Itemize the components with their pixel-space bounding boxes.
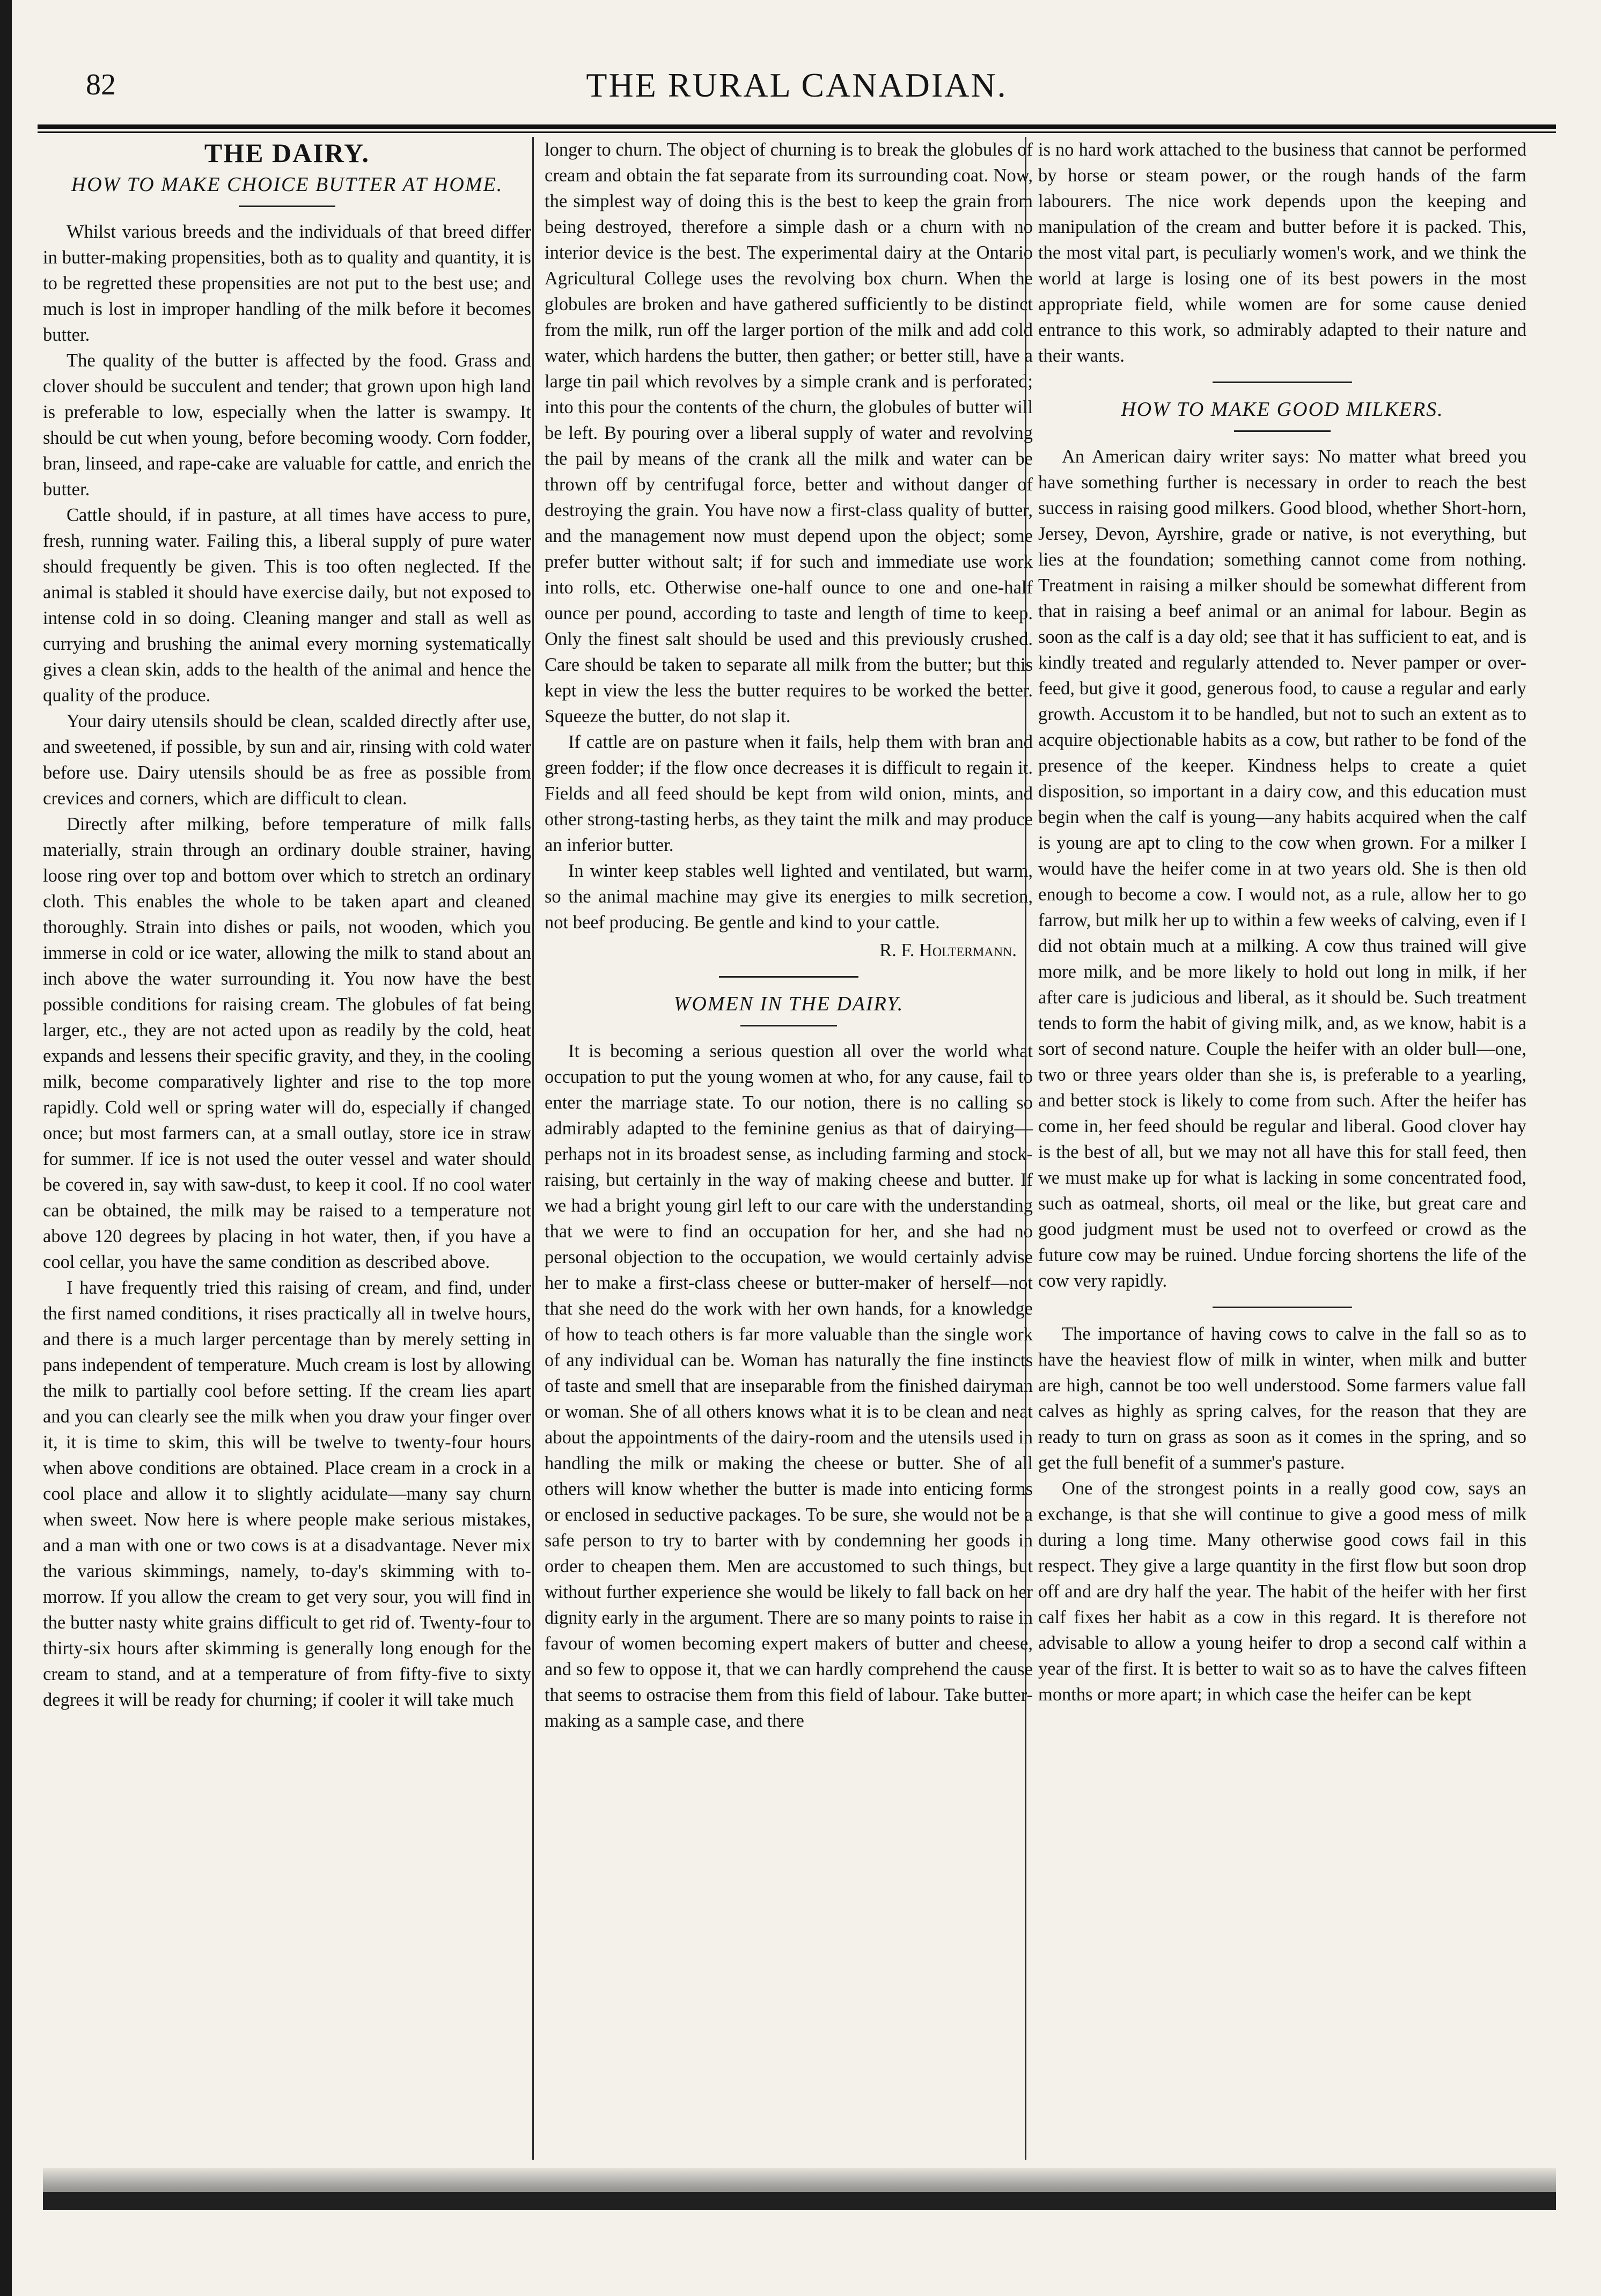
scan-bottom-edge xyxy=(43,2192,1556,2210)
page-binding-edge xyxy=(0,0,12,2296)
header-rule-thin xyxy=(38,131,1556,133)
article-separator xyxy=(1213,1307,1352,1308)
column-2 xyxy=(545,137,1033,1734)
column-3 xyxy=(1038,137,1526,1707)
paragraph: It is becoming a serious question all over the world what occupation to put the young women at who, for any cause, fail to enter the marriage state. To our notion, there is no calling so admirably adapted to the feminine genius as that of dairying—perhaps not in its broadest sense, as including farming and stock-raising, but certainly in the way of making cheese and butter. If we had a bright young girl left to our care with the understanding that we were to find an occupation for her, and she had no personal objection to the occupation, we would certainly advise her to make a first-class cheese or butter-maker of herself—not that she need do the work with her own hands, for a knowledge of how to teach others is far more valuable than the single work of any individual can be. Woman has naturally the fine instincts of taste and smell that are inseparable from the finished dairyman or woman. She of all others knows what it is to be clean and neat about the appointments of the dairy-room and the utensils used in handling the milk or making the cheese or butter. She of all others will know whether the butter is made into enticing forms or enclosed in seductive packages. To be sure, she would not be a safe person to try to barter with by condemning her goods in order to cheapen them. Men are accustomed to such things, but without further experience she would be likely to fall back on her dignity early in the argument. There are so many points to raise in favour of women becoming expert makers of butter and cheese, and so few to oppose it, that we can hardly comprehend the cause that seems to ostracise them from this field of labour. Take butter-making as a sample case, and there xyxy=(545,1041,1033,1731)
author-signature: R. F. Holtermann. xyxy=(879,940,1017,960)
paragraph: is no hard work attached to the business that cannot be performed by horse or steam power, or the rough hands of the farm labourers. The nice work depends upon the keeping and manipulation of the cream and butter before it is packed. This, the most vital part, is peculiarly women's work, and we think the world at large is losing one of its best powers in the most appropriate field, while women are for some cause denied entrance to this work, so admirably adapted to their nature and their wants. xyxy=(1038,140,1526,366)
paragraph: One of the strongest points in a really good cow, says an exchange, is that she will continue to give a good mess of milk during a long time. Many otherwise good cows fail in this respect. They give a large quantity in the first flow but soon drop off and are dry half the year. The habit of the heifer with her first calf fixes her habit as a cow in this regard. It is therefore not advisable to allow a young heifer to drop a second calf within a year of the first. It is better to wait so as to have the calves fifteen months or more apart; in which case the heifer can be kept xyxy=(1038,1478,1526,1705)
paragraph: I have frequently tried this raising of cream, and find, under the first named conditions, it rises practically all in twelve hours, and there is a much larger percentage than by merely setting in pans independent of temperature. Much cream is lost by allowing the milk to partially cool before setting. If the cream lies apart and you can clearly see the milk when you draw your finger over it, it is time to skim, this will be twelve to twenty-four hours when above conditions are obtained. Place cream in a crock in a cool place and allow it to slightly acidulate—many say churn when sweet. Now here is where people make serious mistakes, and a man with one or two cows is at a disadvantage. Never mix the various skimmings, namely, to-day's skimming with to-morrow. If you allow the cream to get very sour, you will find in the butter nasty white grains difficult to get rid of. Twenty-four to thirty-six hours after skimming is generally long enough for the cream to stand, and at a temperature of from fifty-five to sixty degrees it will be ready for churning; if cooler it will take much xyxy=(43,1278,531,1710)
paragraph: Directly after milking, before temperature of milk falls materially, strain through an ordinary double strainer, having loose ring over top and bottom over which to stretch an ordinary cloth. This enables the whole to be taken apart and cleaned thoroughly. Strain into dishes or pails, not wooden, which you immerse in cold or ice water, allowing the milk to stand about an inch above the water surrounding it. You now have the best possible conditions for raising cream. The globules of fat being larger, etc., they are not acted upon as readily by the cold, heat expands and lessens their specific gravity, and they, in the cooling milk, become comparatively lighter and rise to the top more rapidly. Cold well or spring water will do, especially if changed once; but most farmers can, at a small outlay, store ice in straw for summer. If ice is not used the outer vessel and water should be covered in, say with saw-dust, to keep it cool. If no cool water can be obtained, the milk may be raised to a temperature not above 120 degrees by placing in hot water, then, if you have a cool cellar, you have the same condition as described above. xyxy=(43,814,531,1272)
article-separator xyxy=(719,976,858,978)
paragraph: Cattle should, if in pasture, at all times have access to pure, fresh, running water. Failing this, a liberal supply of pure water should frequently be given. This is too often neglected. If the animal is stabled it should have exercise daily, but not exposed to intense cold in so doing. Cleaning manger and stall as well as currying and brushing the animal every morning systematically gives a clean skin, adds to the health of the animal and hence the quality of the produce. xyxy=(43,505,531,706)
column-divider xyxy=(532,137,534,2160)
paragraph: Your dairy utensils should be clean, scalded directly after use, and sweetened, if possible, by sun and air, rinsing with cold water before use. Dairy utensils should be as free as possible from crevices and corners, which are difficult to clean. xyxy=(43,711,531,809)
article-separator xyxy=(1213,382,1352,383)
paragraph: In winter keep stables well lighted and ventilated, but warm, so the animal machine may give its energies to milk secretion, not beef producing. Be gentle and kind to your cattle. xyxy=(545,861,1033,933)
paragraph: The importance of having cows to calve in the fall so as to have the heaviest flow of milk in winter, when milk and butter are high, cannot be too well understood. Some farmers value fall calves as highly as spring calves, for the reason that they are ready to turn on grass as soon as it comes in the spring, and so get the full benefit of a summer's pasture. xyxy=(1038,1324,1526,1473)
page-number: 82 xyxy=(86,68,116,101)
column-1 xyxy=(43,137,531,1713)
article-title: HOW TO MAKE GOOD MILKERS. xyxy=(1121,398,1444,421)
paragraph: longer to churn. The object of churning is to break the globules of cream and obtain the fat separate from its surrounding coat. Now, the simplest way of doing this is the best to keep the grain from being destroyed, therefore a simple dash or a churn with no interior device is the best. The experimental dairy at the Ontario Agricultural College uses the revolving box churn. When the globules are broken and have gathered sufficiently to be distinct from the milk, run off the larger portion of the milk and add cold water, which hardens the butter, then gather; or better still, have a large tin pail which revolves by a simple crank and is perforated; into this pour the contents of the churn, the globules of butter will be left. By pouring over a liberal supply of water and revolving the pail by means of the crank all the milk and water can be thrown off by centrifugal force, better and without danger of destroying the grain. You have now a first-class quality of butter, and the management now must depend upon the object; some prefer butter without salt; if for such and immediate use work into rolls, etc. Otherwise one-half ounce to one and one-half ounce per pound, according to taste and length of time to keep. Only the finest salt should be used and this previously crushed. Care should be taken to separate all milk from the butter; but this kept in view the less the butter requires to be worked the better. Squeeze the butter, do not slap it. xyxy=(545,140,1033,727)
paragraph: The quality of the butter is affected by the food. Grass and clover should be succulent and tender; that grown upon high land is preferable to low, especially when the latter is swampy. It should be cut when young, before becoming woody. Corn fodder, bran, linseed, and rape-cake are valuable for cattle, and enrich the butter. xyxy=(43,350,531,500)
section-title: THE DAIRY. xyxy=(204,138,370,168)
running-head-title: THE RURAL CANADIAN. xyxy=(586,66,1008,104)
paragraph: If cattle are on pasture when it fails, help them with bran and green fodder; if the flow once decreases it is difficult to regain it. Fields and all feed should be kept from wild onion, mints, and other strong-tasting herbs, as they taint the milk and may produce an inferior butter. xyxy=(545,732,1033,855)
article-title: WOMEN IN THE DAIRY. xyxy=(673,993,904,1015)
header-rule xyxy=(38,124,1556,129)
title-rule xyxy=(740,1025,837,1026)
title-rule xyxy=(1234,430,1331,432)
article-title: HOW TO MAKE CHOICE BUTTER AT HOME. xyxy=(71,173,503,196)
title-rule xyxy=(239,206,335,207)
page-header xyxy=(38,59,1556,123)
paragraph: Whilst various breeds and the individuals of that breed differ in butter-making propensities, both as to quality and quantity, it is to be regretted these propensities are not put to the best use; and much is lost in improper handling of the milk before it becomes butter. xyxy=(43,222,531,345)
paragraph: An American dairy writer says: No matter what breed you have something further is necessary in order to reach the best success in raising good milkers. Good blood, whether Short-horn, Jersey, Devon, Ayrshire, grade or native, is not everything, but lies at the foundation; something cannot come from nothing. Treatment in raising a milker should be somewhat different from that in raising a beef animal or an animal for labour. Begin as soon as the calf is a day old; see that it has sufficient to eat, and is kindly treated and regularly attended to. Never pamper or over-feed, but give it good, generous food, to cause a regular and early growth. Accustom it to be handled, but not to such an extent as to acquire objectionable habits as a cow, but rather to be fond of the presence of the keeper. Kindness helps to create a quiet disposition, so important in a dairy cow, and this education must begin when the calf is young—any habits acquired when the calf is young are apt to cling to the cow when grown. For a milker I would have the heifer come in at two years old. She is then old enough to become a cow. I would not, as a rule, allow her to go farrow, but milk her up to within a few weeks of calving, even if I did not obtain much at a milking. A cow thus trained will give more milk, and be more likely to hold out long in milk, if her after care is judicious and liberal, as it should be. Such treatment tends to form the habit of giving milk, and, as we know, habit is a sort of second nature. Couple the heifer with an older bull—one, two or three years older than she is, is preferable to a yearling, and better stock is likely to come from such. After the heifer has come in, her feed should be regular and liberal. Good clover hay is the best of all, but we may not all have this for stall feed, then we must make up for what is lacking in some concentrated food, such as oatmeal, shorts, oil meal or the like, but great care and good judgment must be used not to overfeed or crowd as the future cow may be ruined. Undue forcing shortens the life of the cow very rapidly. xyxy=(1038,446,1526,1291)
